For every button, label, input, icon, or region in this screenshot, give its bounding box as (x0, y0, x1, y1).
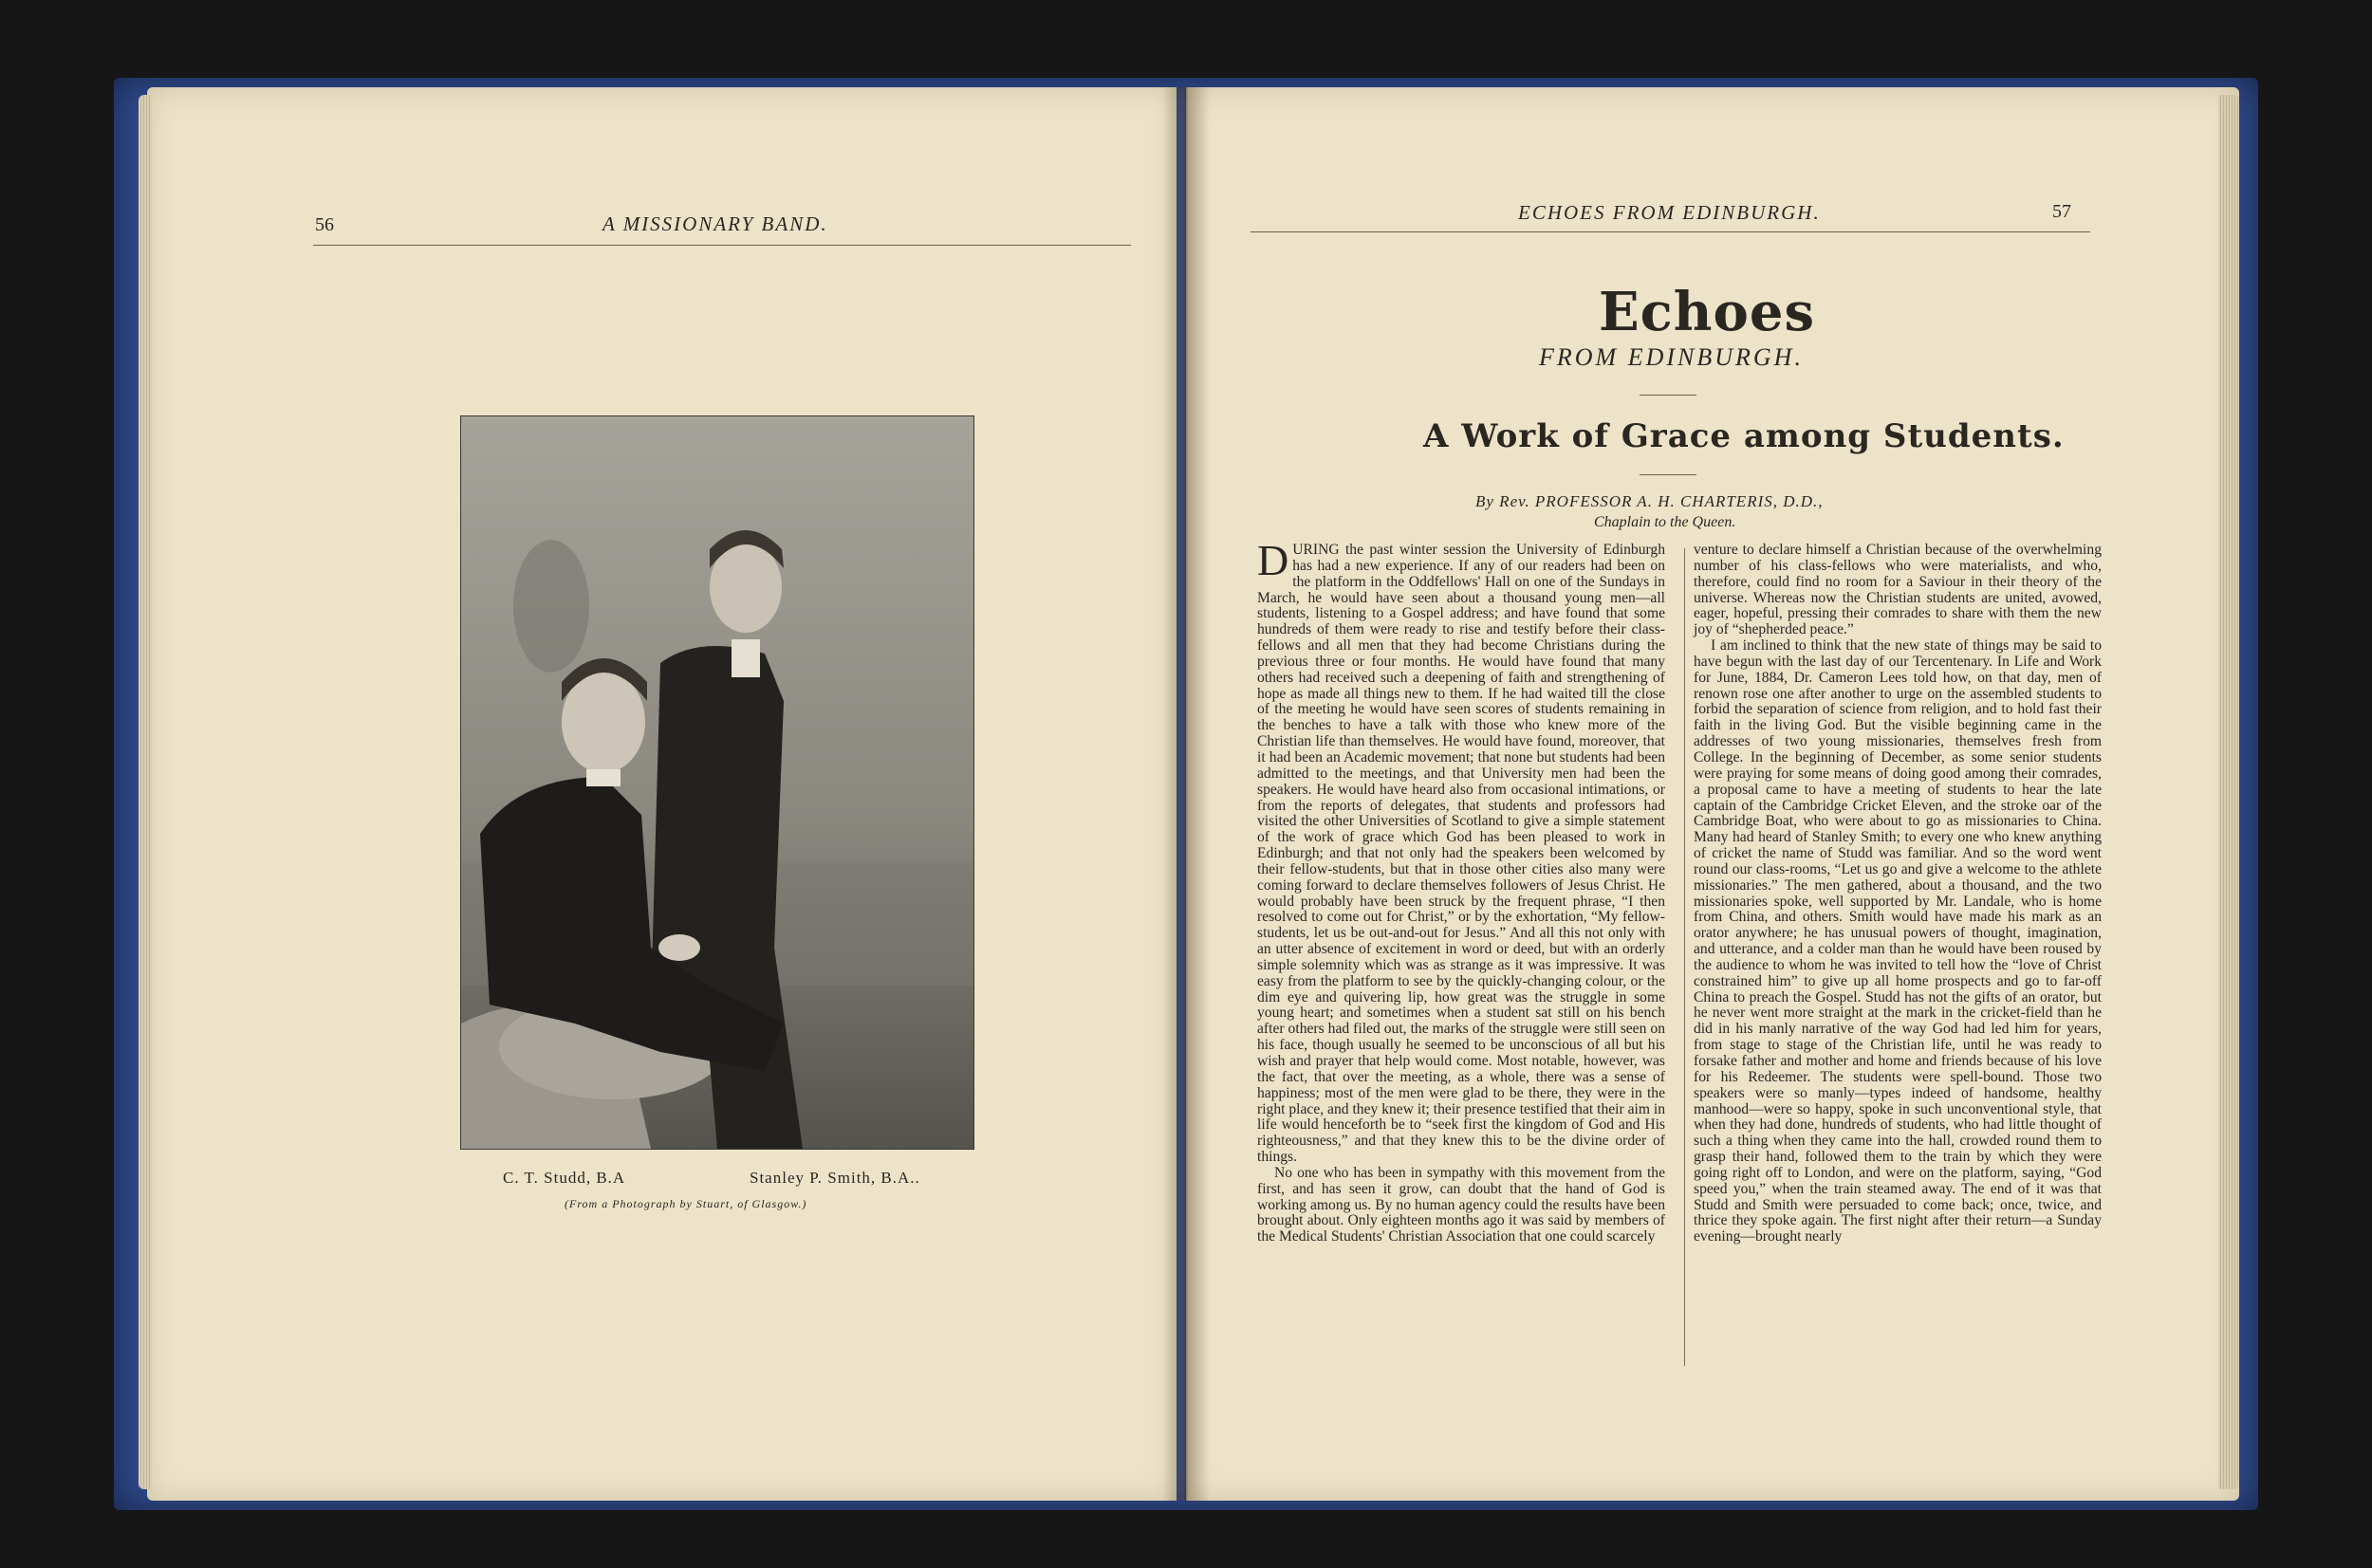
col1-paragraph-1-text: URING the past winter session the University of Edinburgh has had a new experience. If any of our readers had been on the platform in the Oddfellows' Hall on one of the Sundays in March, he would have seen about a thousand young men—all students, listening to a Gospel address; and have found that some hundreds of them were ready to rise and testify before their class-fellows and all men that they had become Christians during the previous three or four months. He would have found that many others had received such a deepening of faith and strengthening of hope as made all things new to them. If he had waited till the close of the meeting he would have seen scores of students remaining in the benches to have a talk with those who knew more of the Christian life than themselves. He would have found, moreover, that it had been an Academic movement; that none but students had been admitted to the meetings, and that University men had been the speakers. He would have heard also from occasional intimations, or from the reports of delegates, that students and professors had visited the other Universities of Scotland to give a simple statement of the work of grace which God has been pleased to work in Edinburgh; and that not only had the speakers been welcomed by their fellow-students, but that in those other cities also many were coming forward to declare themselves followers of Jesus Christ. He would probably have been struck by the frequent phrase, “I then resolved to come out for Christ,” or by the exhortation, “My fellow-students, let us be out-and-out for Jesus.” And all this not only with an utter absence of excitement in word or deed, but with an orderly simple solemnity which was as strange as it was impressive. It was easy from the platform to see by the quickly-changing colour, or the dim eye and quivering lip, how great was the struggle in some young heart; and sometimes when a student sat still on his bench after others had filed out, the marks of the struggle were still seen on his face, though usually he seemed to be unconscious of all but his wish and prayer that help would come. Most notable, however, was the fact, that over the meeting, as a whole, there was a sense of happiness; most of the men were glad to be there, they were in the right place, and they knew it; their presence testified that their aim in life would henceforth be to “seek first the kingdom of God and His righteousness,” and that they knew this to be the divine order of things. (1257, 542, 1665, 1166)
col1-paragraph-1 (1257, 536, 1665, 1166)
right-running-head: ECHOES FROM EDINBURGH. (1518, 201, 1821, 224)
drop-cap: D (1257, 536, 1289, 584)
col1-paragraph-2: No one who has been in sympathy with this movement from the first, and has seen it grow, can doubt that the hand of God is working among us. By no human agency could the results have been brought about. Only eighteen months ago it was said by members of the Medical Students' Christian Association that one could scarcely (1257, 1164, 1665, 1245)
portrait-photograph (460, 415, 974, 1150)
right-page-edges (2218, 95, 2239, 1489)
text-column-1 (1257, 536, 1665, 1245)
right-page-number: 57 (2052, 201, 2071, 222)
article-subtitle: FROM EDINBURGH. (1539, 343, 1804, 371)
caption-right: Stanley P. Smith, B.A.. (750, 1169, 920, 1187)
column-divider (1684, 548, 1685, 1366)
book-gutter (1162, 87, 1210, 1501)
article-main-title: Echoes (1599, 281, 1816, 343)
byline: By Rev. PROFESSOR A. H. CHARTERIS, D.D., (1475, 492, 1824, 510)
col2-paragraph-2: I am inclined to think that the new state of things may be said to have begun with the last day of our Tercentenary. In Life and Work for June, 1884, Dr. Cameron Lees told how, on that day, men of renown rose one after another to urge on the assembled students to forbid the separation of science from religion, and to hold fast their faith in the living God. But the visible beginning came in the addresses of two young missionaries, themselves fresh from College. In the beginning of December, as some senior students were praying for some means of doing good among their comrades, a proposal came to have a meeting of students to hear the late captain of the Cambridge Cricket Eleven, and the stroke oar of the Cambridge Boat, who were about to go as missionaries to China. Many had heard of Stanley Smith; to every one who knew anything of cricket the name of Studd was familiar. And so the word went round our class-rooms, “Let us go and give a welcome to the athlete missionaries.” The men gathered, about a thousand, and the two missionaries spoke, well supported by Mr. Landale, who is home from China, and others. Smith would have made his mark as an orator anywhere; he has unusual powers of thought, imagination, and utterance, and a colder man than he would have been roused by the audience to whom he was invited to tell how the “love of Christ constrained him” to give up all home prospects and go to far-off China to preach the Gospel. Studd has not the gifts of an orator, but he never went more straight at the mark in the cricket-field than he did in his manly narrative of the way God had led him for years, from stage to stage of the Christian life, until he was ready to forsake father and mother and home and friends because of his love for his Redeemer. The students were spell-bound. Those two speakers were so manly—types indeed of handsome, healthy manhood—were so happy, spoke in such unconventional style, that when they had done, hundreds of students, who had little thought of such a thing when they came into the hall, crowded round them to grasp their hand, followed them to the train by which they were going right off to London, and were on the platform, saying, “God speed you,” when the train steamed away. The end of it was that Studd and Smith were persuaded to come back; once, twice, and thrice they spoke again. The first night after their return—a Sunday evening—brought nearly (1694, 637, 2102, 1245)
byline-role: Chaplain to the Queen. (1594, 514, 1736, 530)
caption-left: C. T. Studd, B.A (503, 1169, 626, 1187)
left-page-number: 56 (315, 214, 334, 235)
col2-paragraph-1: venture to declare himself a Christian because of the overwhelming number of his class-fellows who were materialists, and who, therefore, could find no room for a Saviour in their theory of the universe. Whereas now the Christian students are united, avowed, eager, hopeful, pressing their comrades to share with them the new joy of “shepherded peace.” (1694, 542, 2102, 638)
left-head-rule (313, 245, 1131, 246)
left-running-head: A MISSIONARY BAND. (602, 212, 828, 235)
title-divider (1640, 395, 1696, 396)
left-page-edges (139, 95, 152, 1489)
portrait-illustration (461, 416, 973, 1149)
heading-divider (1640, 474, 1696, 475)
photo-credit: (From a Photograph by Stuart, of Glasgow.) (565, 1197, 807, 1210)
right-head-rule (1251, 231, 2090, 232)
article-heading: A Work of Grace among Students. (1423, 417, 2065, 455)
text-column-2 (1694, 543, 2102, 1245)
